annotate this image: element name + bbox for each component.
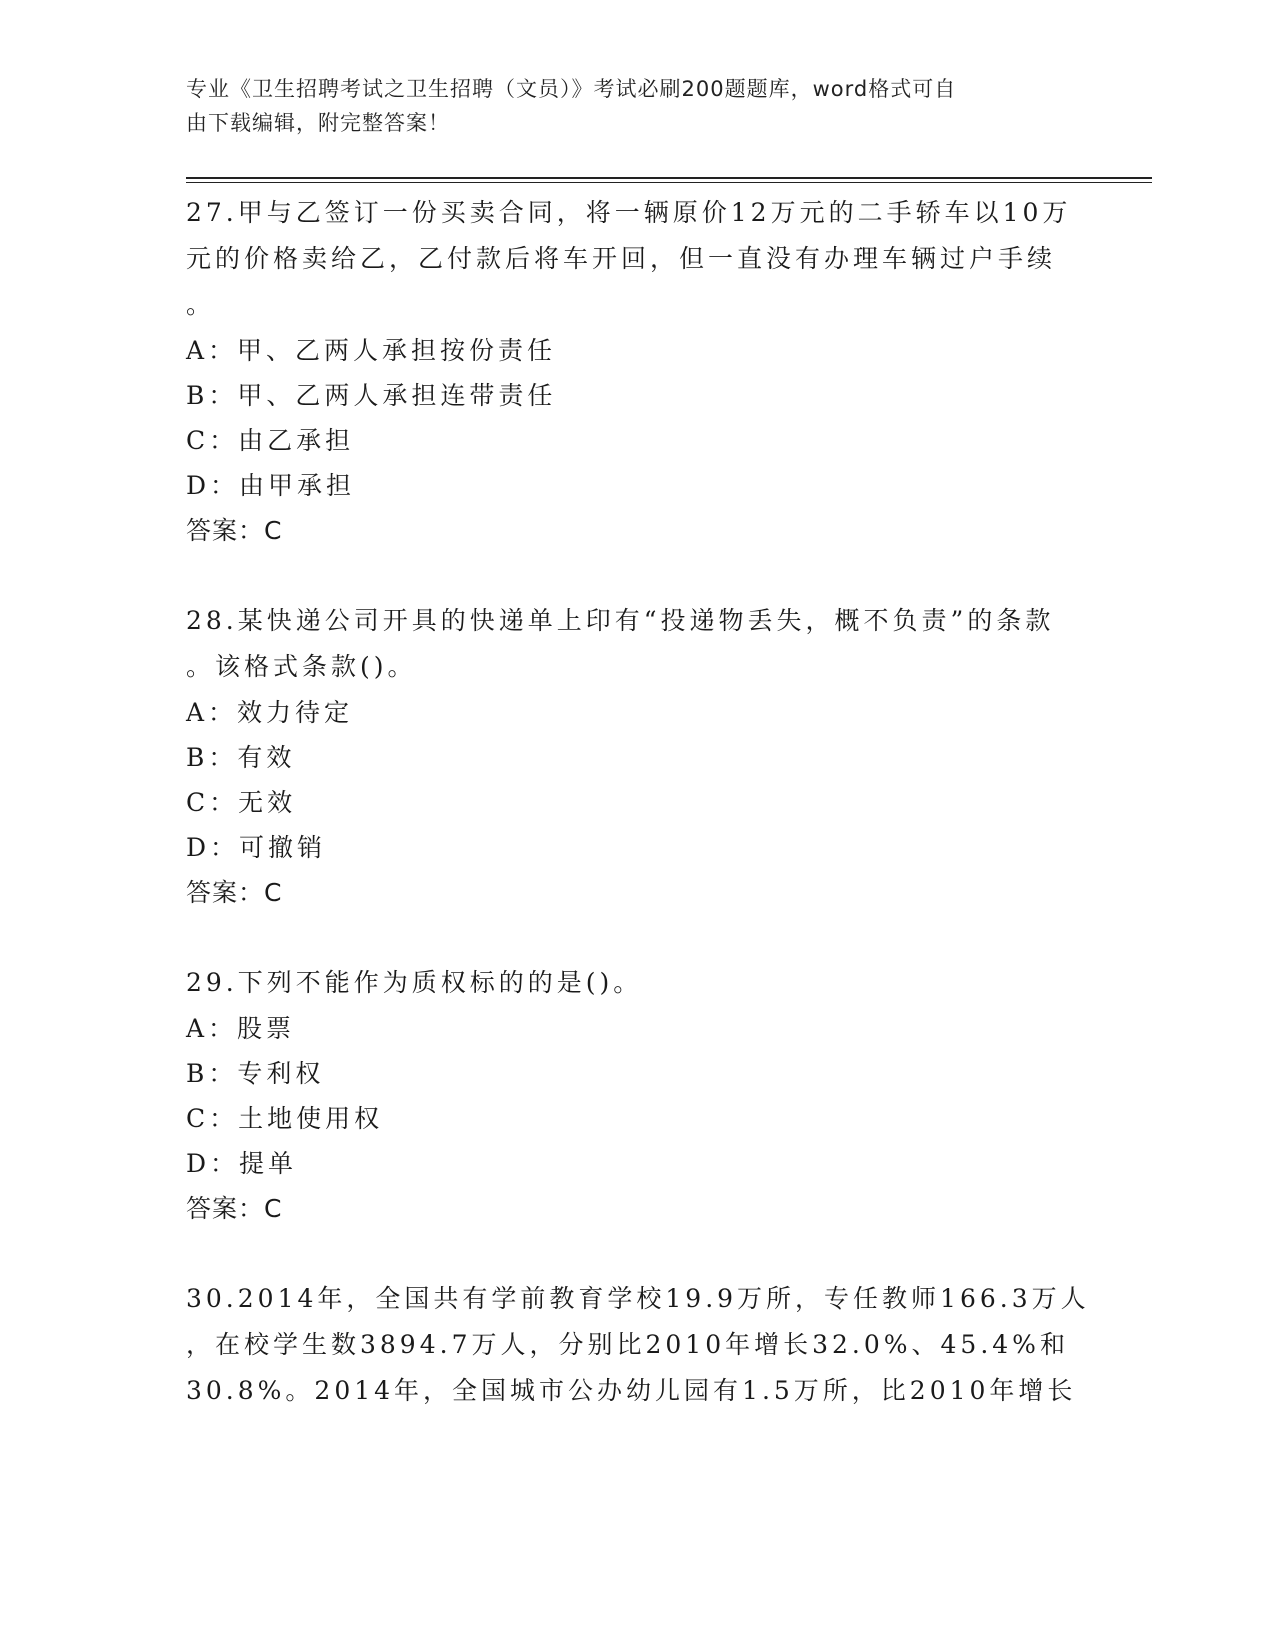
question-block-27: [186, 190, 1086, 554]
option-a: A：效力待定: [186, 698, 354, 727]
option-b: B：甲、乙两人承担连带责任: [186, 381, 557, 410]
header-divider-thin: [186, 182, 1152, 183]
question-text-line: 30.8%。2014年，全国城市公办幼儿园有1.5万所，比2010年增长: [186, 1376, 1077, 1405]
answer-line: 答案：C: [186, 516, 283, 545]
question-text-line: 27.甲与乙签订一份买卖合同，将一辆原价12万元的二手轿车以10万: [186, 198, 1072, 227]
spacer: [186, 1232, 1086, 1276]
answer-line: 答案：C: [186, 1194, 283, 1223]
header-line-2: 由下载编辑，附完整答案！: [186, 111, 450, 135]
question-block-30: [186, 1276, 1090, 1414]
option-d: D：提单: [186, 1149, 298, 1178]
answer-line: 答案：C: [186, 878, 283, 907]
option-d: D：由甲承担: [186, 471, 356, 500]
question-block-29: [186, 960, 1086, 1232]
question-text-line: 。: [186, 290, 216, 319]
header-line-1: 专业《卫生招聘考试之卫生招聘（文员）》考试必刷200题题库，word格式可自: [186, 77, 957, 101]
option-c: C：无效: [186, 788, 297, 817]
question-text-line: 元的价格卖给乙，乙付款后将车开回，但一直没有办理车辆过户手续: [186, 244, 1057, 273]
spacer: [186, 916, 1086, 960]
question-text-line: 30.2014年，全国共有学前教育学校19.9万所，专任教师166.3万人: [186, 1284, 1090, 1313]
option-a: A：股票: [186, 1014, 296, 1043]
question-text-line: 。该格式条款()。: [186, 652, 417, 681]
question-text-line: 28.某快递公司开具的快递单上印有“投递物丢失，概不负责”的条款: [186, 606, 1055, 635]
question-list: [186, 186, 1090, 1414]
option-d: D：可撤销: [186, 833, 327, 862]
question-text-line: ，在校学生数3894.7万人，分别比2010年增长32.0%、45.4%和: [186, 1330, 1069, 1359]
question-text-line: 29.下列不能作为质权标的的是()。: [186, 968, 643, 997]
option-b: B：有效: [186, 743, 296, 772]
option-b: B：专利权: [186, 1059, 325, 1088]
header-divider-thick: [186, 177, 1152, 179]
document-header: [186, 72, 1066, 140]
spacer: [186, 554, 1086, 598]
question-block-28: [186, 598, 1086, 916]
option-c: C：由乙承担: [186, 426, 355, 455]
option-c: C：土地使用权: [186, 1104, 384, 1133]
option-a: A：甲、乙两人承担按份责任: [186, 336, 557, 365]
